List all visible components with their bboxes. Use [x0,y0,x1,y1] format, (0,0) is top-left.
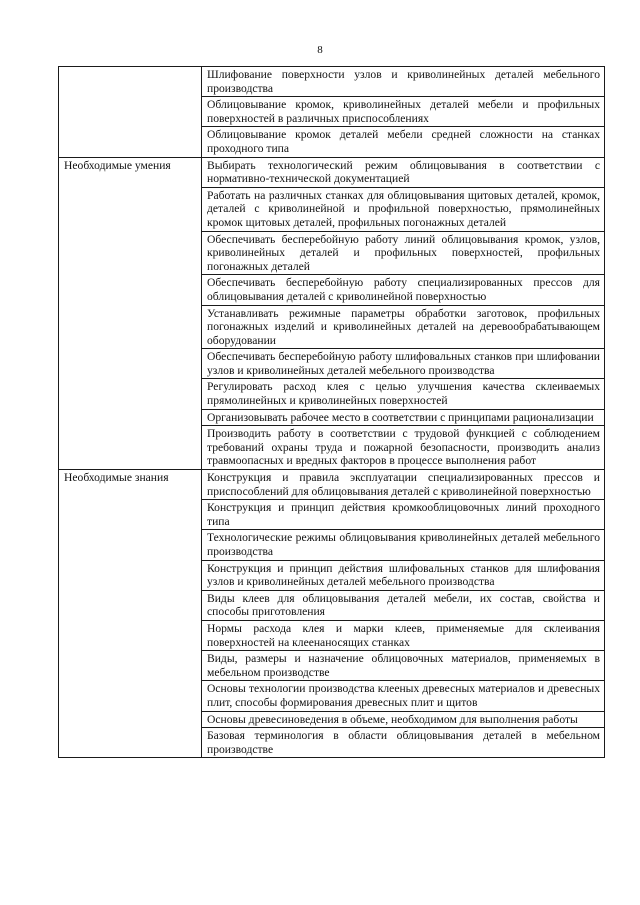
table-row [59,470,605,500]
table-cell-text: Регулировать расход клея с целью улучшения качества склеиваемых прямолинейных и криволинейных поверхностей [202,379,605,409]
table-cell-text: Базовая терминология в области облицовывания деталей в мебельном производстве [202,728,605,758]
table-cell-text: Основы технологии производства клееных древесных материалов и древесных плит, способы формирования древесных плит и щитов [202,681,605,711]
competency-table [58,66,605,758]
table-cell-text: Производить работу в соответствии с трудовой функцией с соблюдением требований охраны труда и пожарной безопасности, производить анализ травмоопасных и вредных факторов в процессе выполнения работ [202,426,605,470]
table-cell-text: Облицовывание кромок, криволинейных деталей мебели и профильных поверхностей в различных приспособлениях [202,97,605,127]
table-cell-text: Выбирать технологический режим облицовывания в соответствии с нормативно-технической документацией [202,157,605,187]
table-cell-text: Обеспечивать бесперебойную работу линий облицовывания кромок, узлов, криволинейных деталей и профильных поверхностей, профильных погонажных деталей [202,231,605,275]
section-label: Необходимые умения [59,157,202,469]
table-cell-text: Нормы расхода клея и марки клеев, применяемые для склеивания поверхностей на клеенаносящих станках [202,620,605,650]
table-cell-text: Конструкция и принцип действия шлифовальных станков для шлифования узлов и криволинейных деталей мебельного производства [202,560,605,590]
table-cell-text: Обеспечивать бесперебойную работу специализированных прессов для облицовывания деталей с криволинейной поверхностью [202,275,605,305]
table-cell-text: Работать на различных станках для облицовывания щитовых деталей, кромок, деталей с криволинейной и профильной поверхностью, прямолинейных кромок щитовых деталей, профильных погонажных деталей [202,187,605,231]
competency-table-body [59,67,605,758]
table-cell-text: Обеспечивать бесперебойную работу шлифовальных станков при шлифовании узлов и криволинейных деталей мебельного производства [202,349,605,379]
table-row [59,67,605,97]
table-cell-text: Виды клеев для облицовывания деталей мебели, их состав, свойства и способы приготовления [202,590,605,620]
table-cell-text: Конструкция и принцип действия кромкооблицовочных линий проходного типа [202,500,605,530]
table-cell-text: Облицовывание кромок деталей мебели средней сложности на станках проходного типа [202,127,605,157]
table-row [59,157,605,187]
table-cell-text: Конструкция и правила эксплуатации специализированных прессов и приспособлений для облицовывания деталей с криволинейной поверхностью [202,470,605,500]
page-number: 8 [317,44,323,56]
table-cell-text: Организовывать рабочее место в соответствии с принципами рационализации [202,409,605,426]
section-label [59,67,202,158]
table-cell-text: Технологические режимы облицовывания криволинейных деталей мебельного производства [202,530,605,560]
section-label: Необходимые знания [59,470,202,758]
table-cell-text: Основы древесиноведения в объеме, необходимом для выполнения работы [202,711,605,728]
table-cell-text: Виды, размеры и назначение облицовочных материалов, применяемых в мебельном производстве [202,651,605,681]
table-cell-text: Устанавливать режимные параметры обработки заготовок, профильных погонажных изделий и криволинейных деталей на деревообрабатывающем оборудовании [202,305,605,349]
table-cell-text: Шлифование поверхности узлов и криволинейных деталей мебельного производства [202,67,605,97]
